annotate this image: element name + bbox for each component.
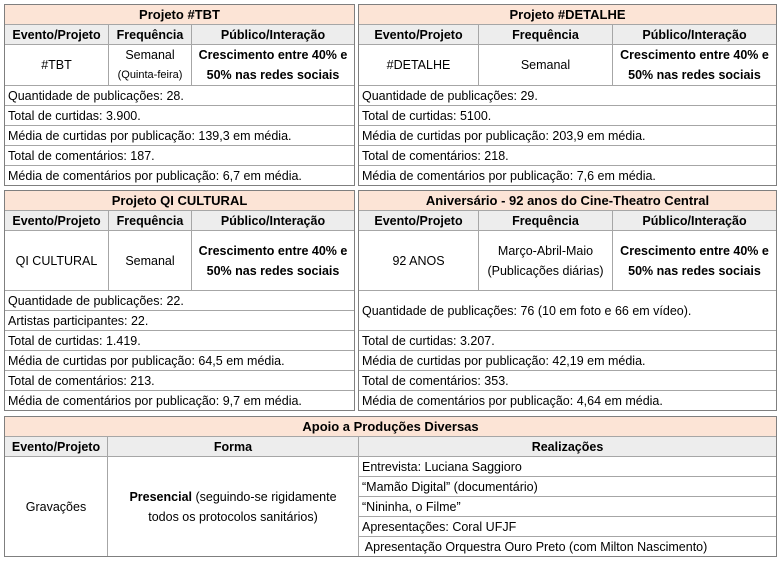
header-publico: Público/Interação: [613, 25, 777, 45]
tbt-table: [4, 4, 355, 186]
aniversario-publico-line1: Crescimento entre 40% e: [620, 243, 769, 258]
header-frequencia: Frequência: [109, 211, 192, 231]
detalhe-evento: #DETALHE: [359, 45, 479, 86]
aniversario-table: [358, 190, 777, 411]
qi-cultural-table: [4, 190, 355, 411]
apoio-forma-rest: (seguindo-se rigidamente: [192, 489, 337, 504]
detalhe-row: Total de curtidas: 5100.: [359, 106, 777, 126]
header-publico: Público/Interação: [192, 25, 355, 45]
realizacao-item: Entrevista: Luciana Saggioro: [359, 457, 777, 477]
detalhe-row: Total de comentários: 218.: [359, 146, 777, 166]
apoio-forma: [108, 457, 359, 557]
aniversario-title: Aniversário - 92 anos do Cine-Theatro Central: [359, 191, 777, 211]
realizacao-item: Apresentação Orquestra Ouro Preto (com Milton Nascimento): [359, 537, 777, 557]
tbt-row: Média de curtidas por publicação: 139,3 em média.: [5, 126, 355, 146]
header-realizacoes: Realizações: [359, 437, 777, 457]
qi-cultural-evento: QI CULTURAL: [5, 231, 109, 291]
detalhe-publico: [613, 45, 777, 86]
header-forma: Forma: [108, 437, 359, 457]
aniversario-row: Média de comentários por publicação: 4,64 em média.: [359, 391, 777, 411]
tbt-frequencia: [109, 45, 192, 86]
header-evento: Evento/Projeto: [359, 211, 479, 231]
detalhe-publico-line1: Crescimento entre 40% e: [620, 48, 769, 62]
qi-cultural-publico-line2: 50% nas redes sociais: [206, 263, 340, 278]
tbt-row: Total de comentários: 187.: [5, 146, 355, 166]
detalhe-row: Quantidade de publicações: 29.: [359, 86, 777, 106]
header-evento: Evento/Projeto: [5, 437, 108, 457]
header-evento: Evento/Projeto: [359, 25, 479, 45]
realizacao-item: “Nininha, o Filme”: [359, 497, 777, 517]
aniversario-row: Quantidade de publicações: 76 (10 em foto e 66 em vídeo).: [359, 291, 777, 331]
qi-cultural-row: Média de curtidas por publicação: 64,5 em média.: [5, 351, 355, 371]
header-frequencia: Frequência: [479, 211, 613, 231]
detalhe-row: Média de comentários por publicação: 7,6 em média.: [359, 166, 777, 186]
tbt-row: Média de comentários por publicação: 6,7 em média.: [5, 166, 355, 186]
qi-cultural-frequencia: Semanal: [109, 231, 192, 291]
detalhe-row: Média de curtidas por publicação: 203,9 em média.: [359, 126, 777, 146]
aniversario-row: Total de curtidas: 3.207.: [359, 331, 777, 351]
aniversario-row: Média de curtidas por publicação: 42,19 em média.: [359, 351, 777, 371]
tbt-publico-line2: 50% nas redes sociais: [206, 68, 340, 82]
tbt-frequencia-note: (Quinta-feira): [117, 69, 183, 81]
aniversario-frequencia-line1: Março-Abril-Maio: [497, 243, 594, 258]
realizacao-item: “Mamão Digital” (documentário): [359, 477, 777, 497]
header-frequencia: Frequência: [479, 25, 613, 45]
aniversario-publico: [613, 231, 777, 291]
qi-cultural-publico: [192, 231, 355, 291]
header-evento: Evento/Projeto: [5, 211, 109, 231]
apoio-forma-line2: todos os protocolos sanitários): [148, 509, 318, 524]
qi-cultural-row: Quantidade de publicações: 22.: [5, 291, 355, 311]
aniversario-frequencia-line2: (Publicações diárias): [487, 263, 604, 278]
detalhe-publico-line2: 50% nas redes sociais: [628, 68, 761, 82]
realizacao-item: Apresentações: Coral UFJF: [359, 517, 777, 537]
tbt-title: Projeto #TBT: [5, 5, 355, 25]
aniversario-evento: 92 ANOS: [359, 231, 479, 291]
header-evento: Evento/Projeto: [5, 25, 109, 45]
tbt-publico-line1: Crescimento entre 40% e: [198, 48, 348, 62]
apoio-forma-bold: Presencial: [129, 489, 192, 504]
header-publico: Público/Interação: [192, 211, 355, 231]
qi-cultural-row: Média de comentários por publicação: 9,7 em média.: [5, 391, 355, 411]
tbt-evento: #TBT: [5, 45, 109, 86]
detalhe-table: [358, 4, 777, 186]
qi-cultural-row: Total de comentários: 213.: [5, 371, 355, 391]
qi-cultural-publico-line1: Crescimento entre 40% e: [198, 243, 348, 258]
tbt-row: Total de curtidas: 3.900.: [5, 106, 355, 126]
aniversario-row: Total de comentários: 353.: [359, 371, 777, 391]
tbt-frequencia-value: Semanal: [125, 48, 175, 62]
qi-cultural-row: Artistas participantes: 22.: [5, 311, 355, 331]
tbt-row: Quantidade de publicações: 28.: [5, 86, 355, 106]
header-publico: Público/Interação: [613, 211, 777, 231]
apoio-table: [4, 416, 777, 557]
qi-cultural-row: Total de curtidas: 1.419.: [5, 331, 355, 351]
detalhe-frequencia: Semanal: [479, 45, 613, 86]
aniversario-publico-line2: 50% nas redes sociais: [628, 263, 761, 278]
tbt-publico: [192, 45, 355, 86]
header-frequencia: Frequência: [109, 25, 192, 45]
qi-cultural-title: Projeto QI CULTURAL: [5, 191, 355, 211]
aniversario-frequencia: [479, 231, 613, 291]
apoio-evento: Gravações: [5, 457, 108, 557]
detalhe-title: Projeto #DETALHE: [359, 5, 777, 25]
apoio-title: Apoio a Produções Diversas: [5, 417, 777, 437]
